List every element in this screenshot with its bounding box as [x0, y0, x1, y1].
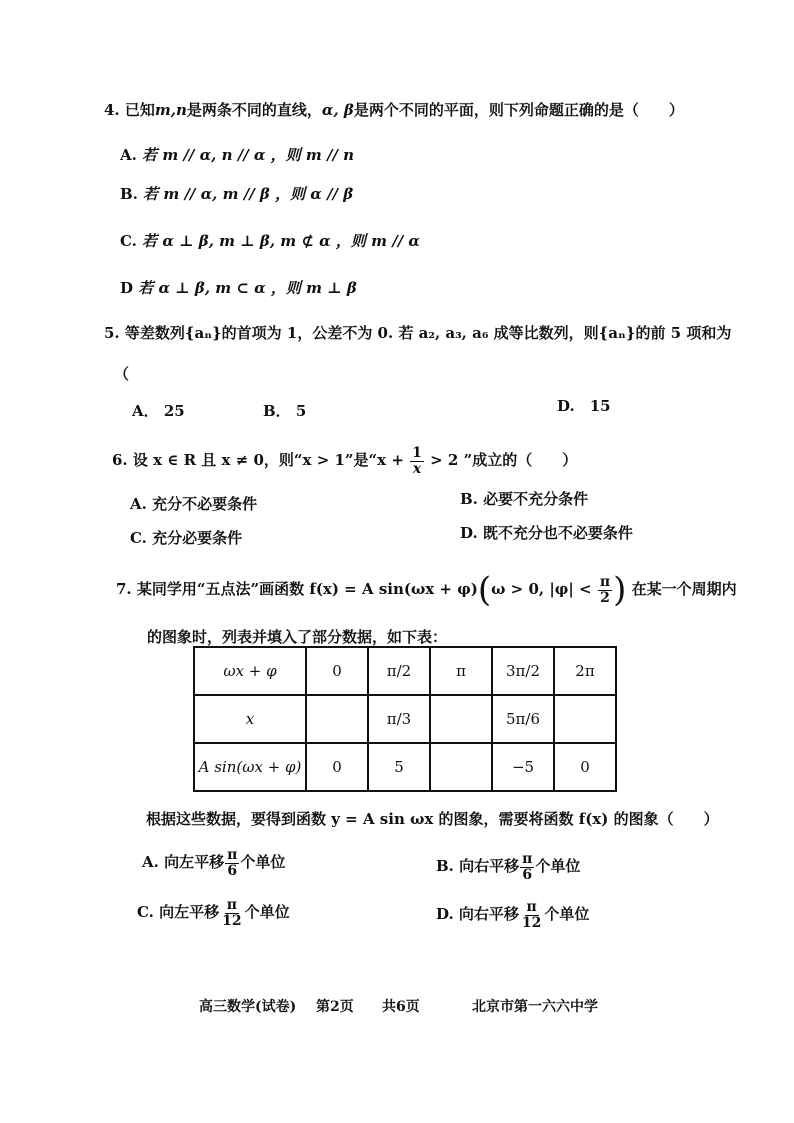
table-cell: x: [194, 695, 306, 743]
q4-stem-e: 是两个不同的平面，则下列命题正确的是（ ）: [353, 101, 684, 119]
q7-option-a-num: π: [227, 847, 238, 863]
q7-option-d-unit: 个单位: [544, 905, 590, 924]
q7-option-b-num: π: [522, 851, 533, 867]
q7-option-b: [436, 852, 580, 882]
table-row: [194, 647, 616, 695]
footer-total: 共6页: [382, 999, 420, 1015]
table-cell: π/2: [368, 647, 430, 695]
table-cell: 2π: [554, 647, 616, 695]
q4-stem: [104, 99, 684, 120]
q7-stem: [116, 570, 737, 610]
q7-option-c-num: π: [226, 897, 237, 913]
q7-paren-close: ): [613, 570, 627, 610]
q4-option-d-label: D: [120, 279, 134, 297]
q4-option-c-text: 若 α ⊥ β, m ⊥ β, m ⊄ α ，则 m // α: [142, 232, 420, 250]
table-cell: 5: [368, 743, 430, 791]
q7-cond-fraction: [598, 575, 612, 605]
q4-option-d: [120, 277, 357, 298]
q7-stem-c: 的图象时，列表并填入了部分数据，如下表：: [147, 628, 448, 646]
q7-paren-open: (: [477, 570, 492, 610]
footer-subject: 高三数学(试卷): [199, 999, 297, 1015]
q7-option-a-text: A. 向左平移: [142, 853, 225, 872]
q6-option-c: C. 充分必要条件: [130, 529, 243, 547]
q7-option-c-unit: 个单位: [244, 903, 290, 922]
table-cell: −5: [492, 743, 554, 791]
table-cell: [430, 695, 492, 743]
q7-option-c: [137, 898, 290, 928]
footer-school: 北京市第一六六中学: [472, 999, 598, 1015]
q7-option-d-fraction: [520, 900, 543, 930]
q7-stem-a: 7. 某同学用“五点法”画函数 f(x) = A sin(ωx + φ): [116, 580, 478, 598]
q7-stem-b: 在某一个周期内: [631, 580, 737, 598]
q7-option-d-num: π: [526, 899, 537, 915]
q7-option-c-text: C. 向左平移: [137, 903, 220, 922]
q7-option-a-fraction: [225, 848, 239, 878]
table-cell: [306, 695, 368, 743]
table-row: [194, 743, 616, 791]
q6-stem-b: > 2 ”成立的（ ）: [430, 451, 578, 470]
q7-option-d-den: 12: [521, 914, 542, 931]
q4-stem-c: 是两条不同的直线，: [186, 101, 322, 119]
table-row: [194, 695, 616, 743]
q6-stem-a: 6. 设 x ∈ R 且 x ≠ 0，则“x > 1”是“x +: [112, 451, 404, 470]
table-cell: ωx + φ: [194, 647, 306, 695]
q7-option-a-den: 6: [227, 862, 238, 879]
q4-option-a-label: A.: [120, 146, 137, 164]
q7-question: 根据这些数据，要得到函数 y = A sin ωx 的图象，需要将函数 f(x) 的图象（ ）: [146, 810, 719, 828]
q7-option-d: [436, 900, 589, 930]
q7-option-a-unit: 个单位: [240, 853, 286, 872]
q7-option-b-den: 6: [522, 866, 533, 883]
table-cell: π/3: [368, 695, 430, 743]
q4-option-b-label: B.: [120, 185, 138, 203]
q5-option-b: B． 5: [263, 402, 307, 420]
table-cell: [554, 695, 616, 743]
q7-option-b-fraction: [520, 852, 534, 882]
q6-option-b: B. 必要不充分条件: [460, 490, 589, 508]
q4-option-c: [120, 230, 420, 251]
q4-option-d-text: 若 α ⊥ β, m ⊂ α ，则 m ⊥ β: [138, 279, 357, 297]
q7-option-b-unit: 个单位: [535, 857, 581, 876]
q5-stem: 5. 等差数列{aₙ}的首项为 1，公差不为 0. 若 a₂, a₃, a₆ 成等比数列，则{aₙ}的前 5 项和为: [104, 324, 732, 342]
q7-option-d-text: D. 向右平移: [436, 905, 519, 924]
table-cell: [430, 743, 492, 791]
table-cell: 0: [554, 743, 616, 791]
q6-fraction-num: 1: [412, 445, 422, 461]
q4-stem-b: m,n: [154, 101, 187, 119]
q7-option-a: [142, 848, 285, 878]
q4-option-b-text: 若 m // α, m // β ，则 α // β: [143, 185, 354, 203]
q4-stem-d: α, β: [321, 101, 354, 119]
five-point-table: [193, 646, 617, 792]
table-cell: 0: [306, 743, 368, 791]
q7-option-c-fraction: [220, 898, 243, 928]
q7-cond-den: 2: [600, 589, 610, 606]
q4-stem-a: 4. 已知: [104, 101, 155, 119]
q7-cond-a: ω > 0, |φ| <: [491, 580, 592, 598]
table-cell: A sin(ωx + φ): [194, 743, 306, 791]
q5-option-d: D. 15: [557, 397, 611, 415]
q6-option-a: A. 充分不必要条件: [130, 495, 258, 513]
q4-option-c-label: C.: [120, 232, 137, 250]
table-cell: π: [430, 647, 492, 695]
q4-option-a: [120, 144, 354, 165]
q7-cond-num: π: [599, 573, 611, 590]
q4-option-b: [120, 183, 353, 204]
table-cell: 5π/6: [492, 695, 554, 743]
q6-fraction: [410, 446, 424, 476]
table-cell: 3π/2: [492, 647, 554, 695]
q6-option-d: D. 既不充分也不必要条件: [460, 524, 633, 542]
q7-option-c-den: 12: [222, 912, 242, 929]
q7-option-b-text: B. 向右平移: [436, 857, 520, 876]
q4-option-a-text: 若 m // α, n // α ，则 m // n: [142, 146, 355, 164]
q6-fraction-den: x: [412, 460, 422, 477]
q5-option-a: A． 25: [132, 402, 185, 420]
q5-paren: （: [114, 365, 130, 383]
footer-page: 第2页: [316, 999, 354, 1015]
q6-stem: [112, 446, 577, 476]
table-cell: 0: [306, 647, 368, 695]
